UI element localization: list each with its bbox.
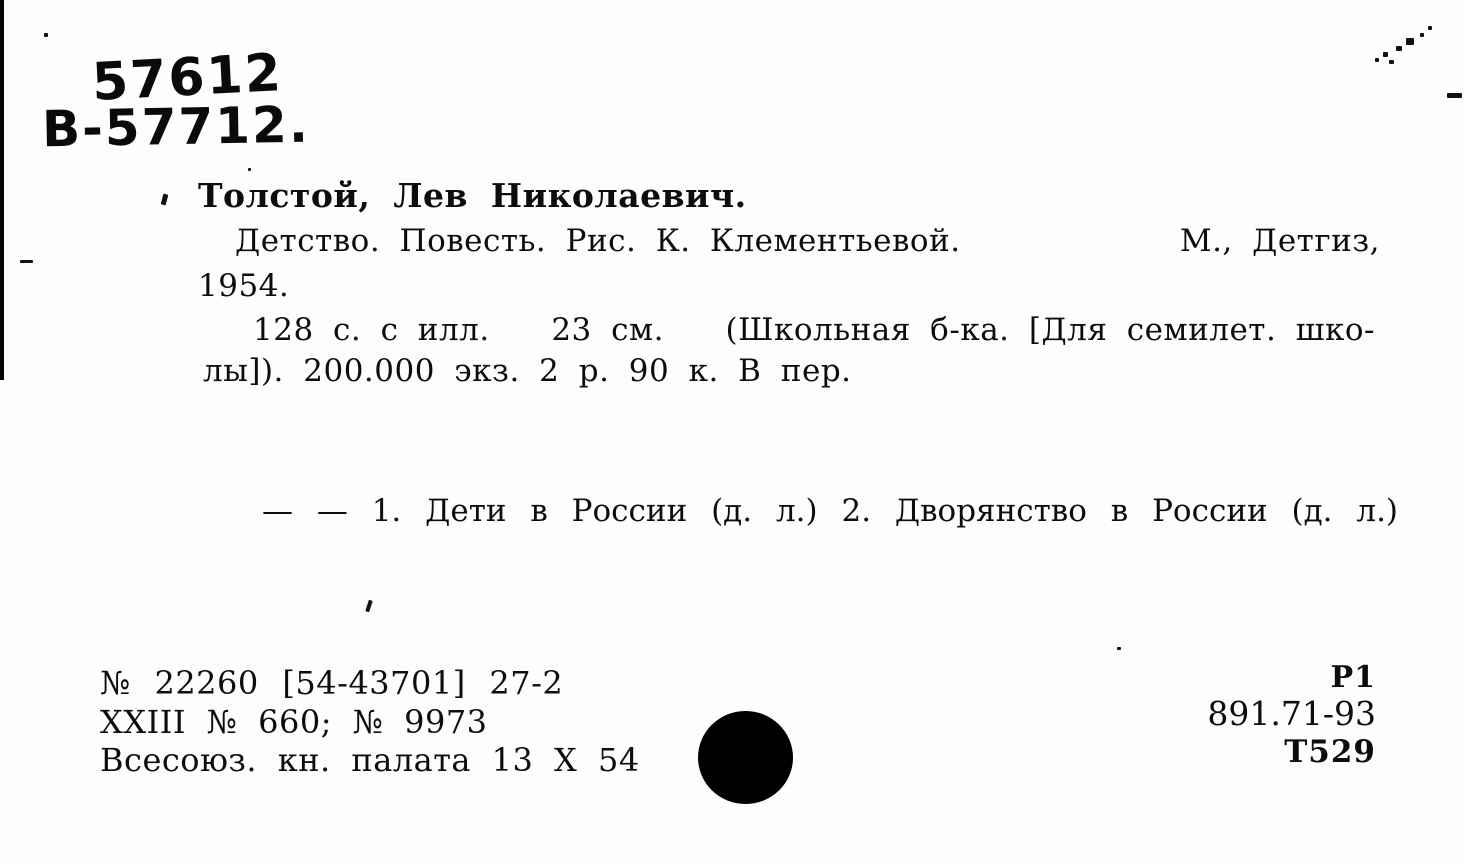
series-statement-start: (Школьная б-ка. [Для семилет. шко- — [725, 312, 1375, 348]
scan-noise-speck — [1396, 46, 1402, 51]
collation-line — [253, 312, 1375, 349]
pagination-statement: 128 с. с илл. — [253, 312, 490, 348]
scan-noise-speck — [1428, 26, 1432, 30]
scan-noise-speck — [1375, 58, 1379, 62]
order-number-line: № 22260 [54-43701] 27-2 — [100, 664, 564, 702]
call-number-cutter: Т529 — [1284, 734, 1376, 771]
subject-tracings: — — 1. Дети в России (д. л.) 2. Дворянство в России (д. л.) — [262, 493, 1399, 529]
scan-noise-speck — [365, 600, 373, 613]
title-imprint-line — [235, 223, 1380, 260]
scan-noise-speck — [1420, 33, 1424, 37]
call-number-classification: 891.71-93 — [1207, 694, 1376, 734]
title-statement: Детство. Повесть. Рис. К. Клементьевой. — [235, 223, 961, 259]
scan-noise-speck — [1117, 647, 1121, 650]
scan-noise-dash — [1447, 93, 1462, 98]
scan-noise-speck — [44, 33, 48, 37]
scan-noise-dash — [20, 260, 33, 263]
scan-noise-speck — [1406, 38, 1414, 45]
accession-number-prefixed-handwritten: В-57712. — [41, 95, 311, 159]
scan-noise-speck — [1389, 60, 1394, 64]
author-heading: Толстой, Лев Николаевич. — [198, 176, 747, 215]
scan-noise-speck — [248, 168, 251, 171]
control-number-block — [100, 664, 640, 780]
punch-hole — [698, 711, 793, 804]
imprint-statement: М., Детгиз, — [1179, 223, 1380, 259]
call-number-genre: Р1 — [1330, 660, 1376, 695]
registry-number-line: XXIII № 660; № 9973 — [100, 702, 488, 741]
size-statement: 23 см. — [551, 312, 664, 348]
scan-noise-speck — [161, 194, 169, 206]
call-number-block — [1207, 660, 1376, 771]
publication-year: 1954. — [198, 268, 290, 304]
accession-number-handwritten: 57612 — [90, 43, 285, 113]
scan-noise-speck — [1383, 52, 1388, 57]
book-chamber-date-line: Всесоюз. кн. палата 13 X 54 — [100, 741, 640, 780]
series-statement-end: лы]). 200.000 экз. 2 р. 90 к. В пер. — [203, 353, 852, 389]
scan-edge-artifact — [0, 0, 4, 380]
